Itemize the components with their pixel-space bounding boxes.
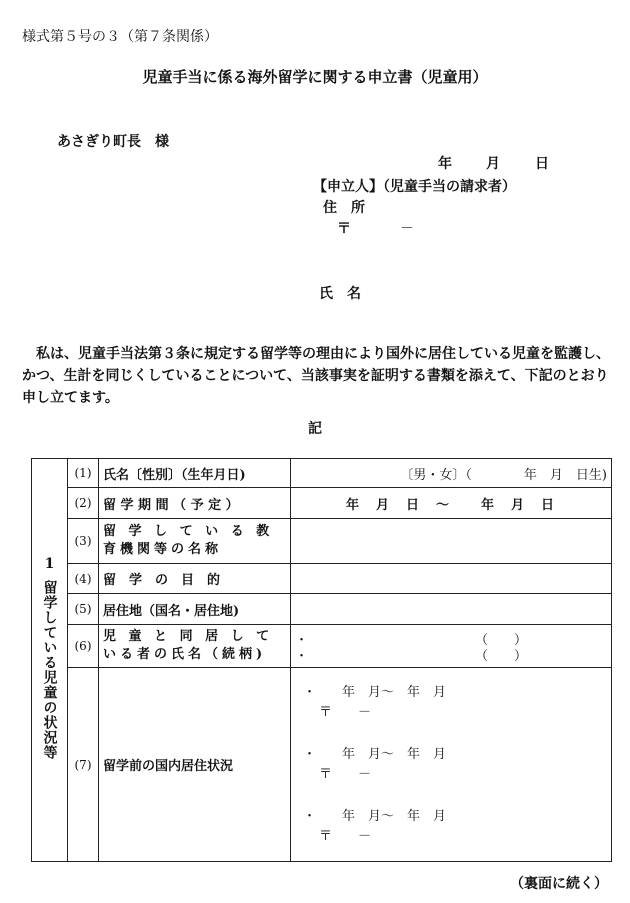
date-month: 月 xyxy=(486,156,500,172)
section-header xyxy=(32,459,68,862)
address-label: 住 所 xyxy=(323,200,365,216)
row-number: (6) xyxy=(68,625,99,668)
row-label-prior-residence: 留学前の国内居住状況 xyxy=(99,668,291,862)
institution-field[interactable] xyxy=(291,519,612,564)
document-title: 児童手当に係る海外留学に関する申立書（児童用） xyxy=(142,68,488,86)
continue-note: （裏面に続く） xyxy=(510,876,608,892)
table-row xyxy=(32,625,612,668)
prior-residence-field[interactable] xyxy=(291,668,612,862)
section-title: 留学している児童の状況等 xyxy=(41,580,58,760)
section-number: 1 xyxy=(44,556,55,572)
cohabitant-line: ・ （ ） xyxy=(295,648,527,664)
postal-dash: － xyxy=(400,221,414,237)
postal-mark: 〒 xyxy=(337,221,351,237)
name-label: 氏 名 xyxy=(319,286,361,302)
purpose-field[interactable] xyxy=(291,564,612,594)
cohabitant-line: ・ （ ） xyxy=(295,632,527,648)
row-label-residence: 居住地（国名・居住地) xyxy=(99,594,291,625)
row-label-name: 氏名〔性別〕（生年月日) xyxy=(99,459,291,488)
row-number: (3) xyxy=(68,519,99,564)
row-number: (1) xyxy=(68,459,99,488)
residence-field[interactable] xyxy=(291,594,612,625)
row-number: (7) xyxy=(68,668,99,862)
row-number: (5) xyxy=(68,594,99,625)
table-row xyxy=(32,594,612,625)
cohabitant-field[interactable] xyxy=(291,625,612,668)
row-number: (2) xyxy=(68,488,99,519)
table-row xyxy=(32,668,612,862)
form-number: 様式第５号の３（第７条関係） xyxy=(22,29,218,45)
table-row xyxy=(32,459,612,488)
row-label-institution: 留 学 し て い る 教育機関等の名称 xyxy=(99,519,291,564)
addressee: あさぎり町長 様 xyxy=(57,134,169,150)
row-label-cohabitant: 児 童 と 同 居 し て いる者の氏名（続柄) xyxy=(99,625,291,668)
row-number: (4) xyxy=(68,564,99,594)
table-row xyxy=(32,564,612,594)
table-row xyxy=(32,488,612,519)
residence-entry: ・ 年 月～ 年 月 〒 － xyxy=(303,746,447,782)
applicant-label: 【申立人】（児童手当の請求者） xyxy=(313,179,516,195)
ki-heading: 記 xyxy=(308,421,322,437)
study-period-field[interactable]: 年 月 日 ～ 年 月 日 xyxy=(291,488,612,519)
date-day: 日 xyxy=(535,156,549,172)
row-label-purpose: 留 学 の 目 的 xyxy=(99,564,291,594)
date-year: 年 xyxy=(438,156,452,172)
residence-entry: ・ 年 月～ 年 月 〒 － xyxy=(303,808,447,844)
name-gender-birth-field[interactable]: 〔男・女〕（ 年 月 日生) xyxy=(291,459,612,488)
statement-text: 私は、児童手当法第３条に規定する留学等の理由により国外に居住している児童を監護し、かつ、生計を同じくしていることについて、当該事実を証明する書類を添えて、下記のとおり申し立てます。 xyxy=(22,346,610,406)
residence-entry: ・ 年 月～ 年 月 〒 － xyxy=(303,684,447,720)
row-label-period: 留 学 期 間 （ 予 定 ） xyxy=(99,488,291,519)
table-row xyxy=(32,519,612,564)
child-status-table xyxy=(31,458,612,862)
